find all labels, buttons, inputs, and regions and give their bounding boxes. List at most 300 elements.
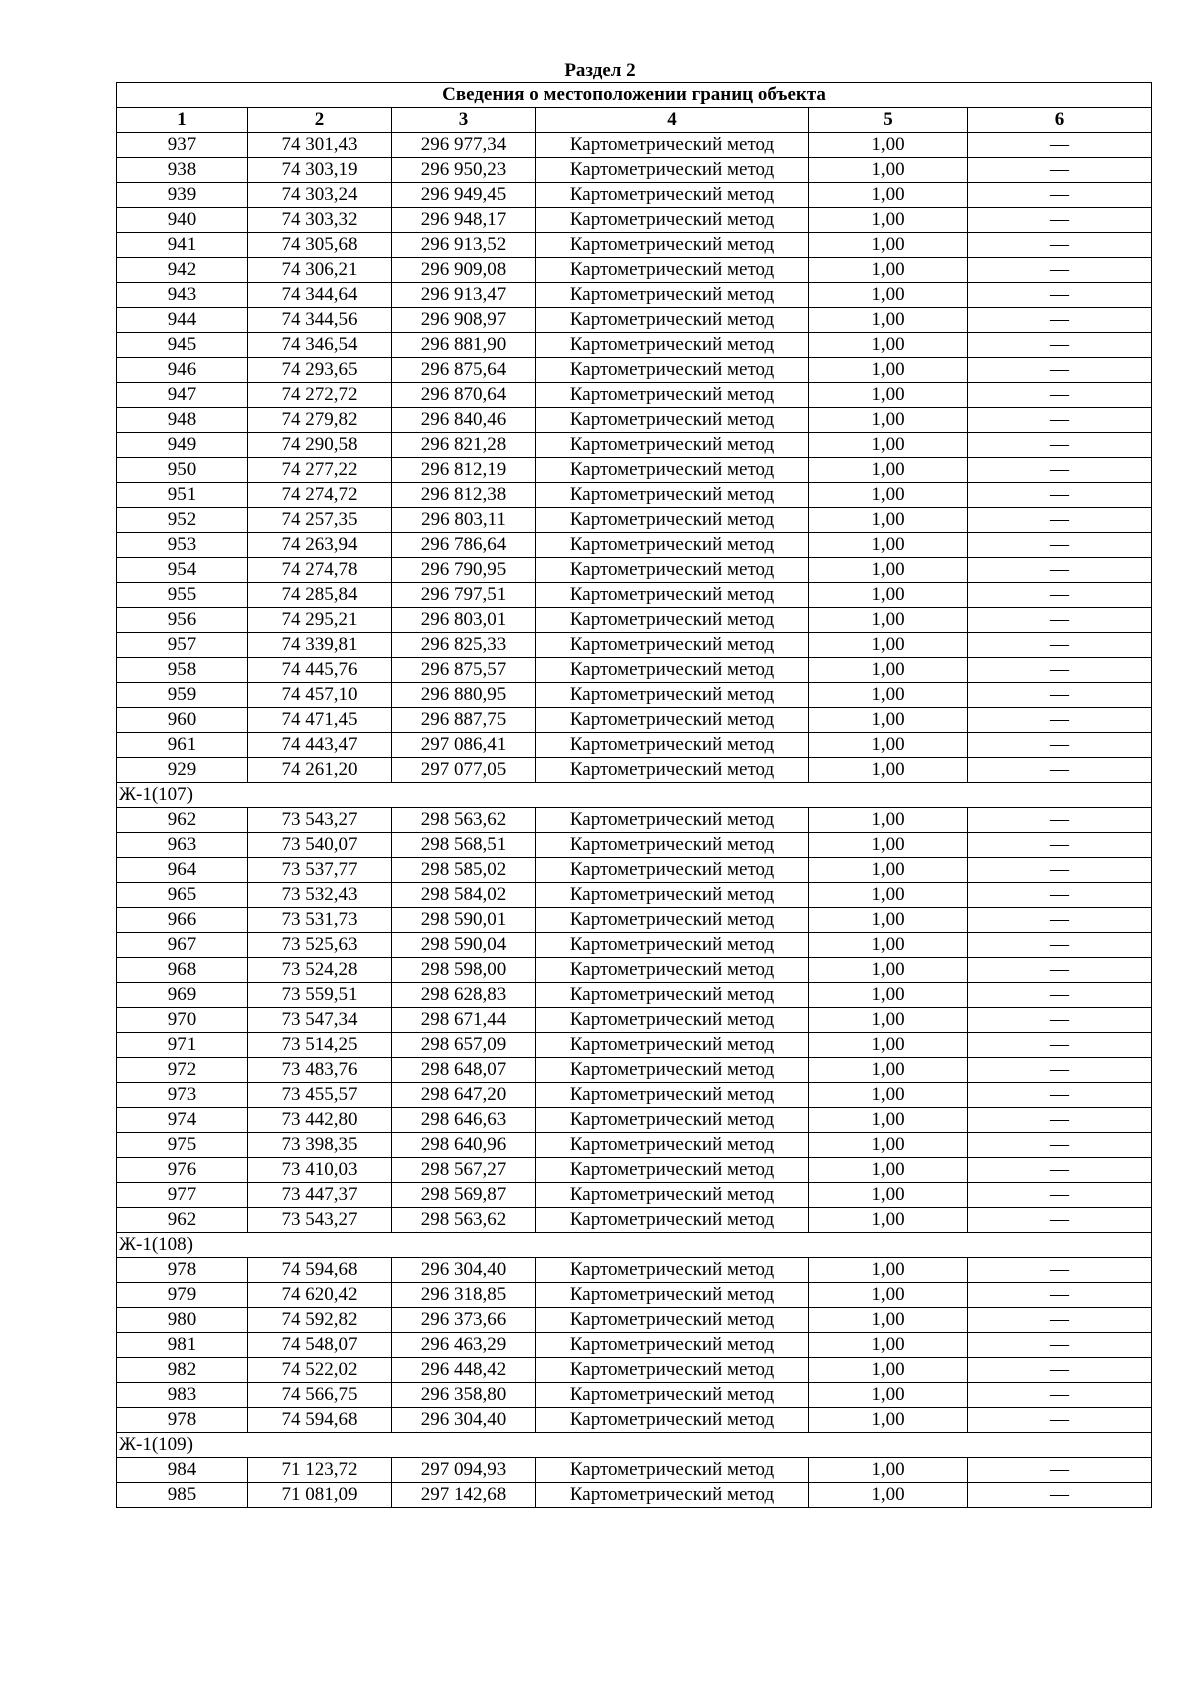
point-number-cell: 969: [117, 983, 248, 1008]
description-cell: —: [968, 1133, 1152, 1158]
x-coordinate-cell: 74 274,72: [248, 483, 392, 508]
table-row: [117, 1158, 1152, 1183]
x-coordinate-cell: 73 483,76: [248, 1058, 392, 1083]
point-number-cell: 963: [117, 833, 248, 858]
x-coordinate-cell: 74 277,22: [248, 458, 392, 483]
table-row: [117, 208, 1152, 233]
point-number-cell: 972: [117, 1058, 248, 1083]
method-cell: Картометрический метод: [536, 1033, 809, 1058]
method-cell: Картометрический метод: [536, 208, 809, 233]
method-cell: Картометрический метод: [536, 283, 809, 308]
accuracy-cell: 1,00: [809, 833, 968, 858]
accuracy-cell: 1,00: [809, 1308, 968, 1333]
accuracy-cell: 1,00: [809, 1083, 968, 1108]
point-number-cell: 955: [117, 583, 248, 608]
accuracy-cell: 1,00: [809, 1158, 968, 1183]
point-number-cell: 970: [117, 1008, 248, 1033]
description-cell: —: [968, 533, 1152, 558]
point-number-cell: 953: [117, 533, 248, 558]
table-row: [117, 758, 1152, 783]
y-coordinate-cell: 296 358,80: [392, 1383, 536, 1408]
x-coordinate-cell: 74 339,81: [248, 633, 392, 658]
accuracy-cell: 1,00: [809, 208, 968, 233]
accuracy-cell: 1,00: [809, 1333, 968, 1358]
x-coordinate-cell: 73 532,43: [248, 883, 392, 908]
x-coordinate-cell: 73 410,03: [248, 1158, 392, 1183]
accuracy-cell: 1,00: [809, 408, 968, 433]
description-cell: —: [968, 433, 1152, 458]
accuracy-cell: 1,00: [809, 233, 968, 258]
x-coordinate-cell: 74 566,75: [248, 1383, 392, 1408]
y-coordinate-cell: 296 948,17: [392, 208, 536, 233]
method-cell: Картометрический метод: [536, 1283, 809, 1308]
x-coordinate-cell: 74 445,76: [248, 658, 392, 683]
accuracy-cell: 1,00: [809, 558, 968, 583]
description-cell: —: [968, 608, 1152, 633]
x-coordinate-cell: 74 263,94: [248, 533, 392, 558]
method-cell: Картометрический метод: [536, 508, 809, 533]
accuracy-cell: 1,00: [809, 908, 968, 933]
accuracy-cell: 1,00: [809, 533, 968, 558]
accuracy-cell: 1,00: [809, 1408, 968, 1433]
x-coordinate-cell: 73 442,80: [248, 1108, 392, 1133]
point-number-cell: 967: [117, 933, 248, 958]
y-coordinate-cell: 298 585,02: [392, 858, 536, 883]
y-coordinate-cell: 296 950,23: [392, 158, 536, 183]
column-header: 4: [536, 108, 809, 133]
table-row: [117, 533, 1152, 558]
description-cell: —: [968, 183, 1152, 208]
description-cell: —: [968, 1008, 1152, 1033]
point-number-cell: 945: [117, 333, 248, 358]
table-row: [117, 1358, 1152, 1383]
method-cell: Картометрический метод: [536, 583, 809, 608]
x-coordinate-cell: 73 537,77: [248, 858, 392, 883]
description-cell: —: [968, 808, 1152, 833]
point-number-cell: 951: [117, 483, 248, 508]
table-row: [117, 133, 1152, 158]
point-number-cell: 929: [117, 758, 248, 783]
x-coordinate-cell: 74 594,68: [248, 1408, 392, 1433]
point-number-cell: 974: [117, 1108, 248, 1133]
accuracy-cell: 1,00: [809, 308, 968, 333]
method-cell: Картометрический метод: [536, 258, 809, 283]
method-cell: Картометрический метод: [536, 158, 809, 183]
y-coordinate-cell: 296 887,75: [392, 708, 536, 733]
table-row: [117, 158, 1152, 183]
accuracy-cell: 1,00: [809, 1383, 968, 1408]
x-coordinate-cell: 74 592,82: [248, 1308, 392, 1333]
method-cell: Картометрический метод: [536, 683, 809, 708]
description-cell: —: [968, 658, 1152, 683]
accuracy-cell: 1,00: [809, 433, 968, 458]
y-coordinate-cell: 296 448,42: [392, 1358, 536, 1383]
table-row: [117, 808, 1152, 833]
accuracy-cell: 1,00: [809, 658, 968, 683]
method-cell: Картометрический метод: [536, 233, 809, 258]
table-row: [117, 1308, 1152, 1333]
point-number-cell: 965: [117, 883, 248, 908]
y-coordinate-cell: 296 812,19: [392, 458, 536, 483]
point-number-cell: 944: [117, 308, 248, 333]
point-number-cell: 973: [117, 1083, 248, 1108]
y-coordinate-cell: 298 590,01: [392, 908, 536, 933]
point-number-cell: 950: [117, 458, 248, 483]
x-coordinate-cell: 73 547,34: [248, 1008, 392, 1033]
x-coordinate-cell: 74 457,10: [248, 683, 392, 708]
accuracy-cell: 1,00: [809, 1133, 968, 1158]
accuracy-cell: 1,00: [809, 183, 968, 208]
x-coordinate-cell: 74 257,35: [248, 508, 392, 533]
accuracy-cell: 1,00: [809, 1358, 968, 1383]
description-cell: —: [968, 1183, 1152, 1208]
x-coordinate-cell: 74 344,64: [248, 283, 392, 308]
point-number-cell: 939: [117, 183, 248, 208]
point-number-cell: 985: [117, 1483, 248, 1508]
y-coordinate-cell: 298 569,87: [392, 1183, 536, 1208]
description-cell: —: [968, 758, 1152, 783]
description-cell: —: [968, 1458, 1152, 1483]
y-coordinate-cell: 296 881,90: [392, 333, 536, 358]
accuracy-cell: 1,00: [809, 733, 968, 758]
x-coordinate-cell: 74 305,68: [248, 233, 392, 258]
point-number-cell: 983: [117, 1383, 248, 1408]
x-coordinate-cell: 71 123,72: [248, 1458, 392, 1483]
point-number-cell: 968: [117, 958, 248, 983]
accuracy-cell: 1,00: [809, 933, 968, 958]
method-cell: Картометрический метод: [536, 708, 809, 733]
method-cell: Картометрический метод: [536, 1308, 809, 1333]
description-cell: —: [968, 583, 1152, 608]
y-coordinate-cell: 296 786,64: [392, 533, 536, 558]
accuracy-cell: 1,00: [809, 758, 968, 783]
y-coordinate-cell: 298 568,51: [392, 833, 536, 858]
column-header: 2: [248, 108, 392, 133]
point-number-cell: 964: [117, 858, 248, 883]
accuracy-cell: 1,00: [809, 583, 968, 608]
y-coordinate-cell: 296 304,40: [392, 1408, 536, 1433]
table-row: [117, 308, 1152, 333]
y-coordinate-cell: 298 657,09: [392, 1033, 536, 1058]
method-cell: Картометрический метод: [536, 633, 809, 658]
table-row: [117, 233, 1152, 258]
table-row: [117, 908, 1152, 933]
table-row: [117, 983, 1152, 1008]
accuracy-cell: 1,00: [809, 608, 968, 633]
description-cell: —: [968, 708, 1152, 733]
point-number-cell: 960: [117, 708, 248, 733]
table-caption: Сведения о местоположении границ объекта: [117, 83, 1152, 108]
y-coordinate-cell: 296 875,64: [392, 358, 536, 383]
description-cell: —: [968, 1483, 1152, 1508]
table-row: [117, 1183, 1152, 1208]
accuracy-cell: 1,00: [809, 1058, 968, 1083]
method-cell: Картометрический метод: [536, 1458, 809, 1483]
point-number-cell: 962: [117, 808, 248, 833]
y-coordinate-cell: 296 949,45: [392, 183, 536, 208]
description-cell: —: [968, 1408, 1152, 1433]
x-coordinate-cell: 73 398,35: [248, 1133, 392, 1158]
accuracy-cell: 1,00: [809, 1458, 968, 1483]
accuracy-cell: 1,00: [809, 1483, 968, 1508]
table-row: [117, 283, 1152, 308]
table-row: [117, 1208, 1152, 1233]
column-header: 3: [392, 108, 536, 133]
y-coordinate-cell: 296 913,47: [392, 283, 536, 308]
x-coordinate-cell: 74 548,07: [248, 1333, 392, 1358]
table-row: [117, 458, 1152, 483]
description-cell: —: [968, 733, 1152, 758]
x-coordinate-cell: 74 290,58: [248, 433, 392, 458]
x-coordinate-cell: 74 303,24: [248, 183, 392, 208]
point-number-cell: 952: [117, 508, 248, 533]
method-cell: Картометрический метод: [536, 1208, 809, 1233]
x-coordinate-cell: 74 293,65: [248, 358, 392, 383]
point-number-cell: 937: [117, 133, 248, 158]
description-cell: —: [968, 1108, 1152, 1133]
x-coordinate-cell: 73 447,37: [248, 1183, 392, 1208]
boundary-table: [116, 82, 1152, 1508]
x-coordinate-cell: 74 295,21: [248, 608, 392, 633]
x-coordinate-cell: 74 303,19: [248, 158, 392, 183]
table-row: [117, 1033, 1152, 1058]
description-cell: —: [968, 333, 1152, 358]
accuracy-cell: 1,00: [809, 1283, 968, 1308]
description-cell: —: [968, 683, 1152, 708]
x-coordinate-cell: 74 285,84: [248, 583, 392, 608]
method-cell: Картометрический метод: [536, 1358, 809, 1383]
method-cell: Картометрический метод: [536, 958, 809, 983]
method-cell: Картометрический метод: [536, 908, 809, 933]
description-cell: —: [968, 1083, 1152, 1108]
y-coordinate-cell: 298 640,96: [392, 1133, 536, 1158]
contour-label: Ж-1(107): [117, 783, 1152, 808]
table-row: [117, 258, 1152, 283]
point-number-cell: 943: [117, 283, 248, 308]
accuracy-cell: 1,00: [809, 708, 968, 733]
point-number-cell: 946: [117, 358, 248, 383]
method-cell: Картометрический метод: [536, 933, 809, 958]
point-number-cell: 949: [117, 433, 248, 458]
table-row: [117, 1133, 1152, 1158]
y-coordinate-cell: 296 318,85: [392, 1283, 536, 1308]
x-coordinate-cell: 73 525,63: [248, 933, 392, 958]
x-coordinate-cell: 74 522,02: [248, 1358, 392, 1383]
y-coordinate-cell: 296 840,46: [392, 408, 536, 433]
description-cell: —: [968, 258, 1152, 283]
method-cell: Картометрический метод: [536, 1383, 809, 1408]
point-number-cell: 975: [117, 1133, 248, 1158]
method-cell: Картометрический метод: [536, 1483, 809, 1508]
accuracy-cell: 1,00: [809, 358, 968, 383]
description-cell: —: [968, 233, 1152, 258]
y-coordinate-cell: 296 913,52: [392, 233, 536, 258]
method-cell: Картометрический метод: [536, 1158, 809, 1183]
x-coordinate-cell: 74 274,78: [248, 558, 392, 583]
table-row: [117, 508, 1152, 533]
y-coordinate-cell: 298 648,07: [392, 1058, 536, 1083]
y-coordinate-cell: 298 671,44: [392, 1008, 536, 1033]
point-number-cell: 941: [117, 233, 248, 258]
point-number-cell: 984: [117, 1458, 248, 1483]
description-cell: —: [968, 633, 1152, 658]
table-row: [117, 558, 1152, 583]
method-cell: Картометрический метод: [536, 1108, 809, 1133]
point-number-cell: 947: [117, 383, 248, 408]
accuracy-cell: 1,00: [809, 158, 968, 183]
x-coordinate-cell: 74 344,56: [248, 308, 392, 333]
table-row: [117, 1383, 1152, 1408]
method-cell: Картометрический метод: [536, 1258, 809, 1283]
description-cell: —: [968, 1158, 1152, 1183]
table-row: [117, 658, 1152, 683]
y-coordinate-cell: 297 094,93: [392, 1458, 536, 1483]
point-number-cell: 961: [117, 733, 248, 758]
x-coordinate-cell: 74 306,21: [248, 258, 392, 283]
x-coordinate-cell: 74 303,32: [248, 208, 392, 233]
x-coordinate-cell: 73 514,25: [248, 1033, 392, 1058]
y-coordinate-cell: 296 797,51: [392, 583, 536, 608]
description-cell: —: [968, 483, 1152, 508]
description-cell: —: [968, 458, 1152, 483]
accuracy-cell: 1,00: [809, 483, 968, 508]
method-cell: Картометрический метод: [536, 658, 809, 683]
description-cell: —: [968, 133, 1152, 158]
method-cell: Картометрический метод: [536, 608, 809, 633]
x-coordinate-cell: 74 471,45: [248, 708, 392, 733]
x-coordinate-cell: 73 543,27: [248, 1208, 392, 1233]
y-coordinate-cell: 296 977,34: [392, 133, 536, 158]
x-coordinate-cell: 74 261,20: [248, 758, 392, 783]
column-header: 1: [117, 108, 248, 133]
accuracy-cell: 1,00: [809, 858, 968, 883]
y-coordinate-cell: 298 590,04: [392, 933, 536, 958]
table-row: [117, 858, 1152, 883]
point-number-cell: 957: [117, 633, 248, 658]
method-cell: Картометрический метод: [536, 833, 809, 858]
method-cell: Картометрический метод: [536, 533, 809, 558]
point-number-cell: 956: [117, 608, 248, 633]
method-cell: Картометрический метод: [536, 308, 809, 333]
y-coordinate-cell: 298 598,00: [392, 958, 536, 983]
accuracy-cell: 1,00: [809, 1258, 968, 1283]
point-number-cell: 940: [117, 208, 248, 233]
table-row: [117, 1108, 1152, 1133]
x-coordinate-cell: 73 531,73: [248, 908, 392, 933]
method-cell: Картометрический метод: [536, 483, 809, 508]
accuracy-cell: 1,00: [809, 633, 968, 658]
description-cell: —: [968, 1058, 1152, 1083]
x-coordinate-cell: 71 081,09: [248, 1483, 392, 1508]
accuracy-cell: 1,00: [809, 1183, 968, 1208]
description-cell: —: [968, 558, 1152, 583]
description-cell: —: [968, 958, 1152, 983]
accuracy-cell: 1,00: [809, 683, 968, 708]
y-coordinate-cell: 296 812,38: [392, 483, 536, 508]
table-row: [117, 333, 1152, 358]
point-number-cell: 948: [117, 408, 248, 433]
table-row: [117, 483, 1152, 508]
method-cell: Картометрический метод: [536, 133, 809, 158]
point-number-cell: 982: [117, 1358, 248, 1383]
table-row: [117, 358, 1152, 383]
y-coordinate-cell: 297 077,05: [392, 758, 536, 783]
table-row: [117, 1458, 1152, 1483]
point-number-cell: 978: [117, 1258, 248, 1283]
description-cell: —: [968, 158, 1152, 183]
column-header-row: [117, 108, 1152, 133]
y-coordinate-cell: 296 870,64: [392, 383, 536, 408]
description-cell: —: [968, 208, 1152, 233]
accuracy-cell: 1,00: [809, 958, 968, 983]
contour-group-row: [117, 1433, 1152, 1458]
point-number-cell: 966: [117, 908, 248, 933]
method-cell: Картометрический метод: [536, 408, 809, 433]
y-coordinate-cell: 296 803,11: [392, 508, 536, 533]
method-cell: Картометрический метод: [536, 183, 809, 208]
x-coordinate-cell: 74 301,43: [248, 133, 392, 158]
table-row: [117, 1008, 1152, 1033]
y-coordinate-cell: 296 821,28: [392, 433, 536, 458]
table-row: [117, 1408, 1152, 1433]
table-row: [117, 1058, 1152, 1083]
table-row: [117, 883, 1152, 908]
accuracy-cell: 1,00: [809, 508, 968, 533]
accuracy-cell: 1,00: [809, 983, 968, 1008]
table-row: [117, 383, 1152, 408]
accuracy-cell: 1,00: [809, 1008, 968, 1033]
description-cell: —: [968, 283, 1152, 308]
method-cell: Картометрический метод: [536, 883, 809, 908]
accuracy-cell: 1,00: [809, 1108, 968, 1133]
x-coordinate-cell: 73 524,28: [248, 958, 392, 983]
method-cell: Картометрический метод: [536, 1408, 809, 1433]
x-coordinate-cell: 74 272,72: [248, 383, 392, 408]
method-cell: Картометрический метод: [536, 808, 809, 833]
table-row: [117, 833, 1152, 858]
x-coordinate-cell: 74 279,82: [248, 408, 392, 433]
method-cell: Картометрический метод: [536, 1333, 809, 1358]
table-caption-row: [117, 83, 1152, 108]
method-cell: Картометрический метод: [536, 458, 809, 483]
y-coordinate-cell: 298 584,02: [392, 883, 536, 908]
y-coordinate-cell: 298 563,62: [392, 1208, 536, 1233]
method-cell: Картометрический метод: [536, 733, 809, 758]
accuracy-cell: 1,00: [809, 283, 968, 308]
description-cell: —: [968, 1383, 1152, 1408]
point-number-cell: 980: [117, 1308, 248, 1333]
x-coordinate-cell: 74 620,42: [248, 1283, 392, 1308]
table-row: [117, 1483, 1152, 1508]
description-cell: —: [968, 408, 1152, 433]
description-cell: —: [968, 833, 1152, 858]
y-coordinate-cell: 296 908,97: [392, 308, 536, 333]
method-cell: Картометрический метод: [536, 758, 809, 783]
point-number-cell: 959: [117, 683, 248, 708]
method-cell: Картометрический метод: [536, 1133, 809, 1158]
point-number-cell: 981: [117, 1333, 248, 1358]
table-row: [117, 1083, 1152, 1108]
column-header: 6: [968, 108, 1152, 133]
accuracy-cell: 1,00: [809, 258, 968, 283]
description-cell: —: [968, 308, 1152, 333]
contour-label: Ж-1(109): [117, 1433, 1152, 1458]
y-coordinate-cell: 297 086,41: [392, 733, 536, 758]
point-number-cell: 978: [117, 1408, 248, 1433]
x-coordinate-cell: 73 455,57: [248, 1083, 392, 1108]
point-number-cell: 942: [117, 258, 248, 283]
method-cell: Картометрический метод: [536, 433, 809, 458]
